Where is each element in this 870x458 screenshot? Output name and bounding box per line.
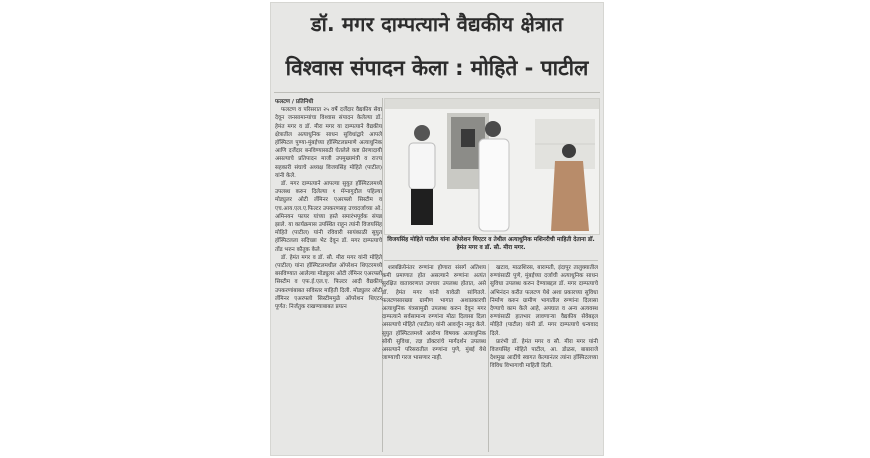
headline-line-1: डॉ. मगर दाम्पत्याने वैद्यकीय क्षेत्रात: [310, 12, 564, 36]
column-divider: [488, 264, 489, 452]
newspaper-clipping: [270, 2, 604, 456]
photo-illustration: [385, 99, 599, 234]
article-column-1: [275, 98, 382, 453]
paragraph: खटाव, माळशिरस, बारामती, इंदापूर तालुक्यातील रुग्णांसाठी पुणे, मुंबईच्या दर्जाची अत्याधुनिक साधन सुविधा उपलब्ध करुन देण्याबद्दल डॉ. मगर दाम्पत्याचे अभिनंदन करीत फलटण येथे अशा प्रकारच्या सुविधा निर्माण करुन ग्रामीण भागातील रुग्णांना दिलासा देण्याचे काम केले आहे, अपघात व अन्य अत्यवस्थ रुग्णांसाठी हातभार लावणाऱ्या वैद्यकीय सेवेबद्दल मोहिते (पाटील) यांनी डॉ. मगर दाम्पत्याचे धन्यवाद दिले.: [490, 265, 598, 337]
paragraph: शस्त्रक्रियेनंतर रुग्णांना होणारा संसर्ग अतिशय कमी प्रमाणात होत असल्याने रुग्णांना अत्यंत सुरक्षित वातावरणात उपचार उपलब्ध होतात, असे डॉ. हेमंत मगर यांनी यावेळी सांगितले. फलटणसारख्या ग्रामीण भागात अशाप्रकारची अत्याधुनिक यंत्रसामुग्री उपलब्ध करुन देवून मगर दाम्पत्याने सर्वसामान्य रुग्णांना मोठा दिलासा दिला असल्याचे मोहिते (पाटील) यांनी आवर्जून नमूद केले. सुयुत हॉस्पिटलमध्ये आरोग्य विषयक अत्याधुनिक सोयी सुविधा, तज्ञ डॉक्टरांचे मार्गदर्शन उपलब्ध असल्याने परिसरातील रुग्णांना पुणे, मुंबई येथे जाण्याची गरज भासणार नाही.: [382, 265, 486, 362]
paragraph: फलटण व परिसरात २५ वर्षे दर्जेदार वैद्यकीय सेवा देवून जनसामान्यांचा विश्वास संपादन केलेल्या डॉ. हेमंत मगर व डॉ. मीरा मगर या दाम्पत्याने वैद्यकीय क्षेत्रातील अत्याधुनिक साधन सुविधांद्वारे आपले हॉस्पिटल पुण्या-मुंबईच्या हॉस्पिटलप्रमाणे अत्याधुनिक आणि दर्जेदार बनविण्यासाठी घेतलेले कष्ट प्रेरणादायी असल्याचे प्रतिपादन माजी उपमुख्यमंत्री व राज्य सहकारी संघाचे अध्यक्ष विजयसिंह मोहिते (पाटील) यांनी केले.: [275, 107, 382, 179]
photo-caption: विजयसिंह मोहिते पाटील यांना ऑपरेशन थिएटर व तेथील अत्याधुनिक मशिनरीची माहिती देताना डॉ. हेमंत मगर व डॉ. सौ. मीरा मगर.: [387, 237, 595, 251]
news-photo: [384, 98, 600, 235]
headline-rule: [274, 92, 600, 93]
caption-rule: [384, 260, 598, 261]
dateline: फलटण / प्रतिनिधी: [275, 99, 314, 105]
article-column-2: [382, 264, 486, 454]
headline-line-2: विश्वास संपादन केला : मोहिते - पाटील: [285, 56, 589, 80]
article-column-3: [490, 264, 598, 454]
paragraph: डॉ. मगर दाम्पत्याने आपल्या सुयुत हॉस्पिटलमध्ये उपलब्ध करुन दिलेल्या १ मॅग्नागुदौल पहिल्या मोड्युलर ओटी लॅमिनर एअरफ्लो सिस्टीम व एच.आय.एल.ए.फिल्टर उपकरणसह उच्चदर्जाच्या ओ. अमिनयन फायर यांच्या हस्ते समारंभपूर्वक संपन्न झाले. या कार्यक्रमास उपस्थित राहून त्यांनी विजयसिंह मोहिते (पाटील) यांनी रविवारी सायंकाळी सुयुत हॉस्पिटलला सदिच्छा भेट देवून डॉ. मगर दाम्पत्याचे तोंड भरुन कौतुक केले.: [275, 181, 382, 253]
paragraph: डॉ. हेमंत मगर व डॉ. सौ. मीरा मगर यांनी मोहिते (पाटील) यांना हॉस्पिटलमधील ऑपरेशन थिएटरमध्ये बसविण्यात आलेल्या मोड्युलर ओटी लॅमिनर एअरफ्लो सिस्टीम व एफ.ई.एल.ए. फिल्टर आदी वैद्यकीय उपकरणांबाबत सविस्तर माहिती दिली. मोड्युलर ओटी लॅमिनर एअरफ्लो सिस्टीममुळे ऑपरेशन थिएटर पूर्णत: निर्जंतुक राखण्याबाबत प्रयत्न: [275, 254, 382, 311]
paragraph: प्रारंभी डॉ. हेमंत मगर व सौ. मीरा मगर यांनी विजयसिंह मोहिते पाटील, आ. डोळस, बाबाराजे देशमुख आदींचे स्वागत केल्यानंतर त्यांना हॉस्पिटलच्या विविध विभागाची माहिती दिली.: [490, 338, 598, 370]
